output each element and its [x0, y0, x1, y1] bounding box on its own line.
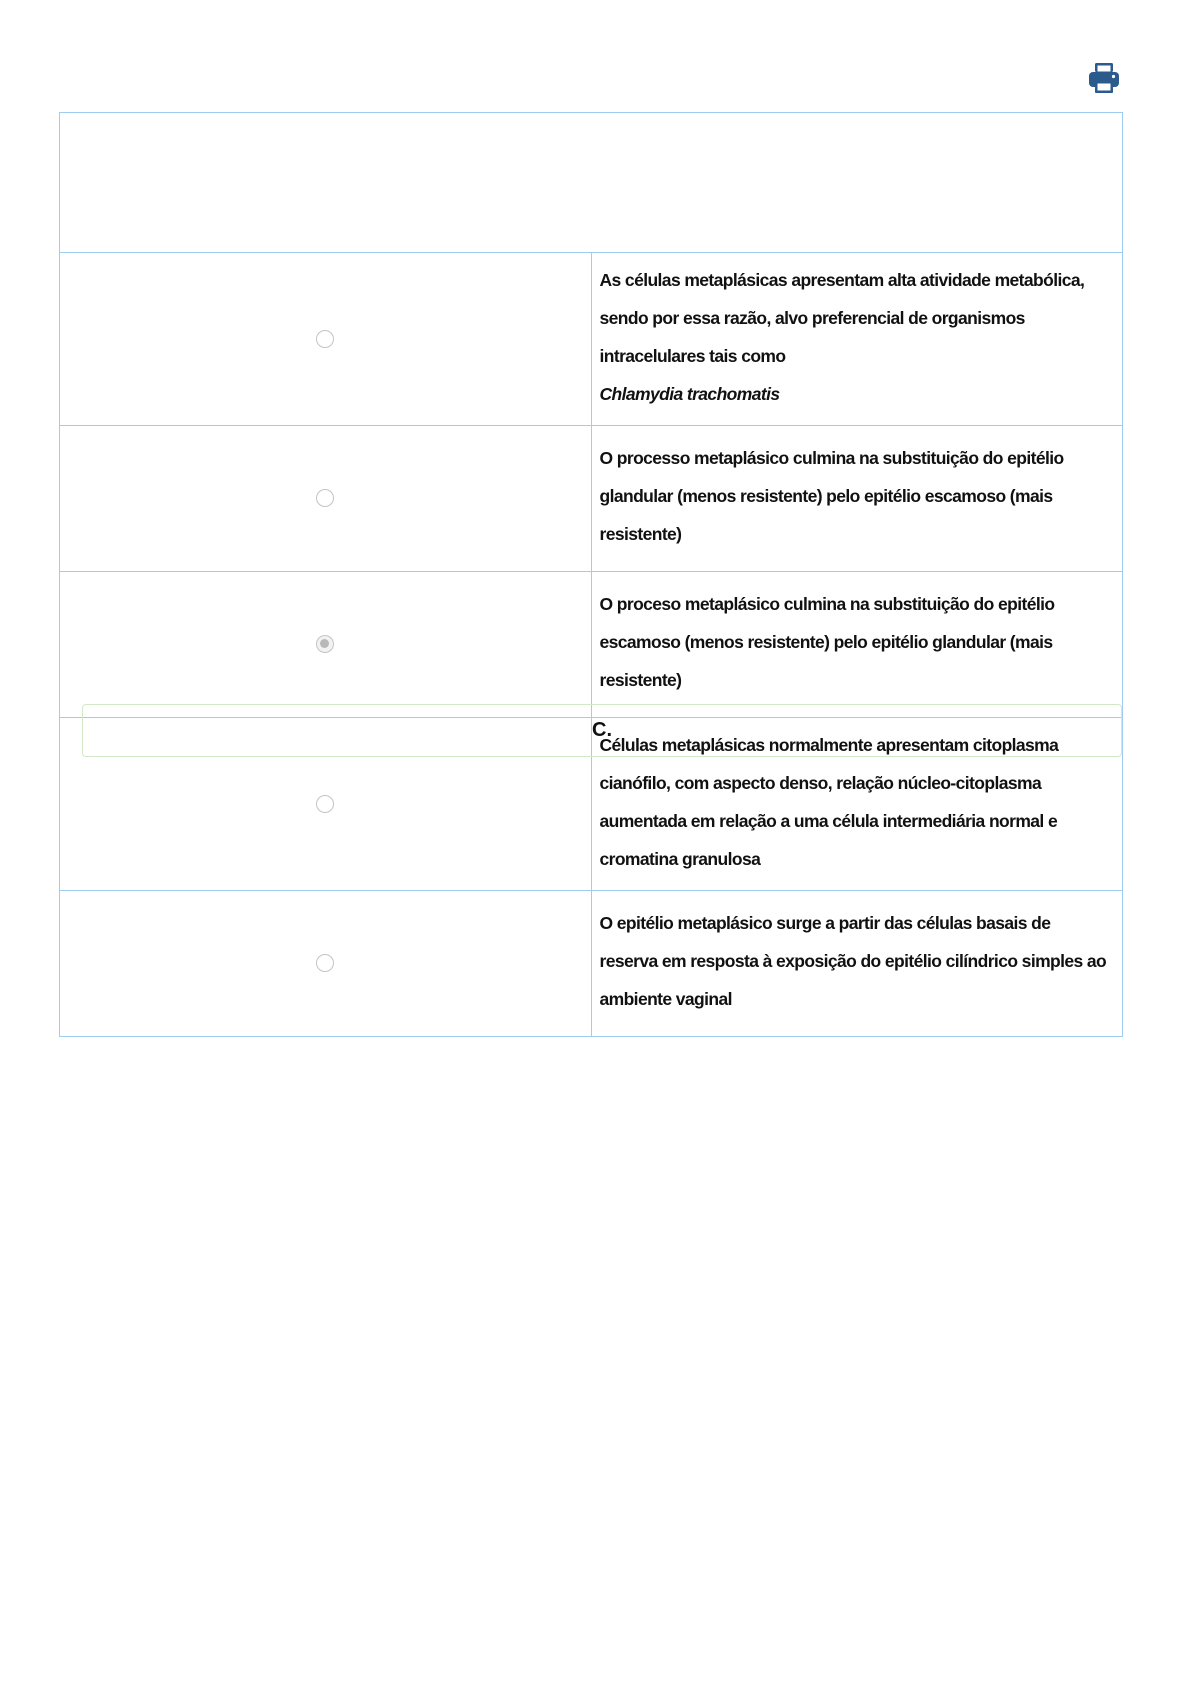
option-text-3: O proceso metaplásico culmina na substituição do epitélio escamoso (menos resistente) pelo epitélio glandular (mais resistente)	[591, 572, 1123, 718]
option-row-2[interactable]	[60, 426, 1123, 572]
question-table	[59, 112, 1123, 1037]
option-row-5[interactable]	[60, 891, 1123, 1037]
option-text-2: O processo metaplásico culmina na substituição do epitélio glandular (menos resistente) pelo epitélio escamoso (mais resistente)	[591, 426, 1123, 572]
printer-icon	[1086, 60, 1122, 96]
answer-feedback-box	[82, 704, 1122, 757]
answer-label: C.	[592, 719, 612, 741]
option-text-5: O epitélio metaplásico surge a partir das células basais de reserva em resposta à exposição do epitélio cilíndrico simples ao ambiente vaginal	[591, 891, 1123, 1037]
question-stem-row	[60, 113, 1123, 253]
option-text-4: Células metaplásicas normalmente apresentam citoplasma cianófilo, com aspecto denso, relação núcleo-citoplasma aumentada em relação a uma célula intermediária normal e cromatina granulosa	[591, 718, 1123, 891]
option-radio-5[interactable]	[316, 954, 334, 972]
option-text-1-main: As células metaplásicas apresentam alta atividade metabólica, sendo por essa razão, alvo preferencial de organismos intracelulares tais como	[599, 270, 1085, 366]
question-stem	[60, 113, 1123, 253]
option-row-1[interactable]	[60, 253, 1123, 426]
option-radio-2[interactable]	[316, 489, 334, 507]
option-radio-1[interactable]	[316, 330, 334, 348]
option-text-1-italic: Chlamydia trachomatis	[599, 384, 780, 404]
option-radio-4[interactable]	[316, 795, 334, 813]
option-text-1	[591, 253, 1123, 426]
print-button[interactable]	[1086, 60, 1122, 96]
option-radio-3-selected[interactable]	[316, 635, 334, 653]
option-row-3[interactable]	[60, 572, 1123, 718]
